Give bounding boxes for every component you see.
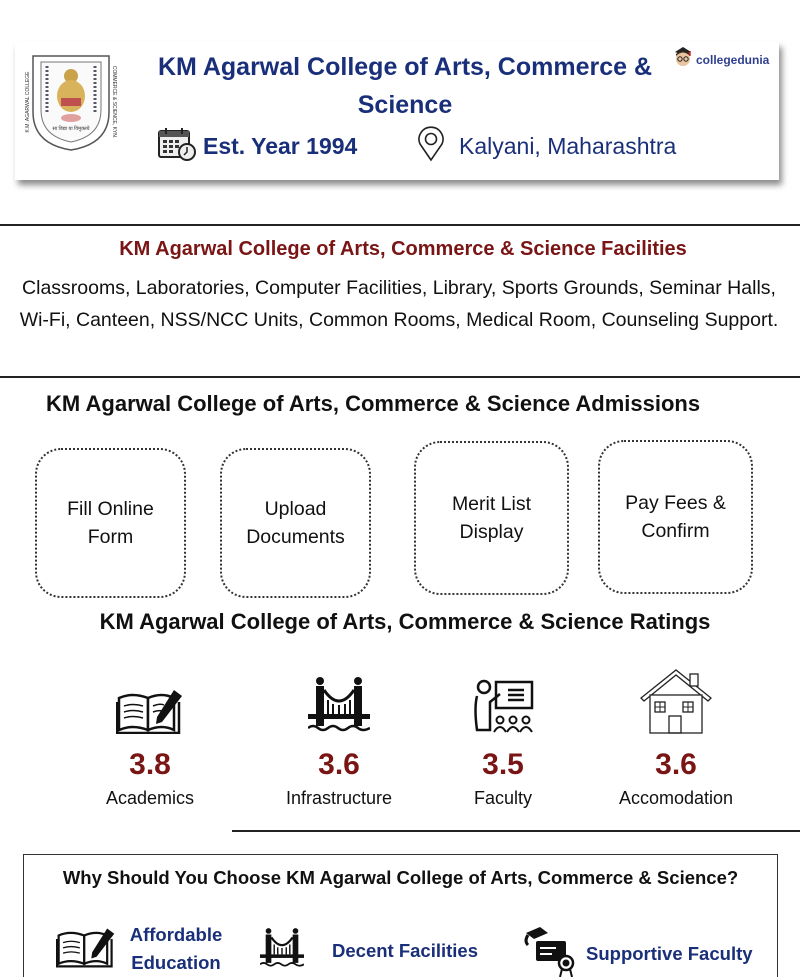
collegedunia-brand[interactable]	[673, 46, 769, 73]
college-title: KM Agarwal College of Arts, Commerce & Science	[157, 53, 653, 119]
established-year-text: Est. Year 1994	[203, 133, 358, 159]
collegedunia-mascot-icon	[673, 46, 693, 73]
rating-value: 3.6	[318, 748, 360, 781]
established-year	[157, 126, 357, 167]
admission-step-upload-documents	[220, 448, 371, 598]
rating-faculty	[428, 668, 578, 809]
svg-text:सा विद्या या विमुक्तये: सा विद्या या विमुक्तये	[52, 126, 90, 132]
why-choose-box	[23, 854, 778, 977]
rating-infrastructure	[264, 668, 414, 809]
calendar-clock-icon	[157, 126, 197, 167]
bridge-icon	[264, 668, 414, 734]
house-icon	[601, 668, 751, 734]
section-divider	[0, 224, 800, 226]
rating-value: 3.8	[129, 748, 171, 781]
step-label: Upload Documents	[246, 498, 345, 548]
book-pencil-icon	[56, 926, 116, 973]
why-item-label: Affordable Education	[129, 924, 223, 973]
step-label: Pay Fees & Confirm	[625, 492, 726, 542]
why-item-label: Decent Facilities	[332, 939, 479, 961]
rating-label: Infrastructure	[285, 788, 393, 808]
rating-value: 3.5	[482, 748, 524, 781]
rating-academics	[75, 668, 225, 809]
step-label: Fill Online Form	[67, 498, 154, 548]
map-pin-icon	[415, 126, 447, 167]
bridge-icon	[260, 927, 304, 974]
facilities-title: KM Agarwal College of Arts, Commerce & Science Facilities	[119, 238, 687, 260]
rating-label: Faculty	[473, 788, 533, 808]
collegedunia-brand-text: collegedunia	[696, 52, 770, 67]
admission-step-fill-form	[35, 448, 186, 598]
rating-label: Accomodation	[618, 788, 734, 808]
why-item-decent-facilities	[260, 927, 478, 974]
college-crest-logo	[25, 52, 117, 152]
rating-label: Academics	[105, 788, 195, 808]
admission-step-merit-list	[414, 441, 569, 595]
why-item-affordable-education	[56, 921, 230, 977]
teacher-board-icon	[428, 668, 578, 734]
college-header-card	[15, 42, 779, 180]
svg-text:COMMERCE & SCIENCE, KYN.: COMMERCE & SCIENCE, KYN.	[111, 65, 117, 139]
rating-accomodation	[601, 668, 751, 809]
section-divider	[232, 830, 800, 832]
step-label: Merit List Display	[451, 493, 532, 543]
admissions-title: KM Agarwal College of Arts, Commerce & Science Admissions	[46, 391, 701, 416]
svg-text:K.M. AGARWAL COLLEGE: K.M. AGARWAL COLLEGE	[25, 71, 31, 133]
why-item-label: Supportive Faculty	[586, 942, 753, 964]
why-choose-title: Why Should You Choose KM Agarwal College of Arts, Commerce & Science?	[62, 867, 739, 888]
book-pencil-icon	[75, 668, 225, 734]
college-location	[415, 126, 676, 167]
rating-value: 3.6	[655, 748, 697, 781]
facilities-list: Classrooms, Laboratories, Computer Facilities, Library, Sports Grounds, Seminar Halls, Wi-Fi, Canteen, NSS/NCC Units, Common Rooms, Medical Room, Counseling Support.	[19, 277, 779, 331]
graduation-certificate-icon	[518, 925, 580, 977]
section-divider	[0, 376, 800, 378]
location-text: Kalyani, Maharashtra	[459, 133, 677, 159]
ratings-title: KM Agarwal College of Arts, Commerce & Science Ratings	[99, 609, 711, 634]
admission-step-pay-fees	[598, 440, 753, 594]
why-item-supportive-faculty	[518, 925, 753, 977]
